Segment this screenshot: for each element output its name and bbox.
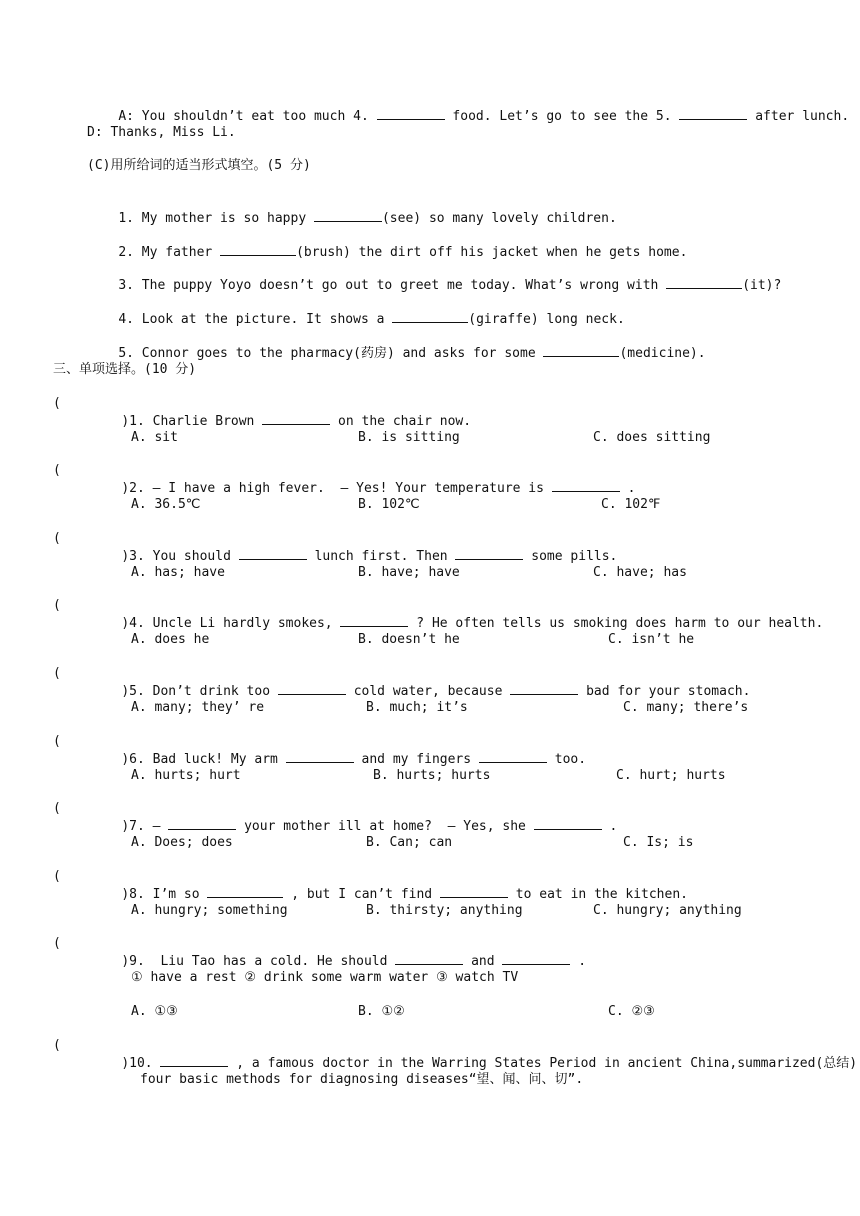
q3-option-b[interactable]: B. have; have [358, 565, 460, 580]
fill-item-2: 2. My father (brush) the dirt off his jacket when he gets home. [118, 245, 688, 260]
q6-blank-2 [479, 750, 547, 763]
answer-paren[interactable]: ( [53, 463, 61, 478]
answer-blank-5[interactable] [679, 107, 747, 120]
question-7: )7. — your mother ill at home? — Yes, she . [121, 819, 618, 834]
question-3: )3. You should lunch first. Then some pills. [121, 549, 618, 564]
answer-paren[interactable]: ( [53, 734, 61, 749]
q6-blank-1 [286, 750, 354, 763]
question-5: )5. Don’t drink too cold water, because bad for your stomach. [121, 684, 751, 699]
answer-paren[interactable]: ( [53, 666, 61, 681]
q8-option-c[interactable]: C. hungry; anything [593, 903, 742, 918]
q2-blank [552, 479, 620, 492]
fill-blank-2[interactable] [220, 243, 296, 256]
q5-option-a[interactable]: A. many; they’ re [131, 700, 265, 715]
fill-blank-3[interactable] [666, 276, 742, 289]
q9-sub-items: ① have a rest ② drink some warm water ③ watch TV [131, 970, 519, 985]
q5-option-c[interactable]: C. many; there’s [623, 700, 749, 715]
fill-item-4: 4. Look at the picture. It shows a (giraffe) long neck. [118, 312, 625, 327]
q1-option-a[interactable]: A. sit [131, 430, 178, 445]
q6-option-b[interactable]: B. hurts; hurts [373, 768, 491, 783]
q1-option-c[interactable]: C. does sitting [593, 430, 711, 445]
q4-option-c[interactable]: C. isn’t he [608, 632, 695, 647]
q4-option-a[interactable]: A. does he [131, 632, 210, 647]
q2-option-a[interactable]: A. 36.5℃ [131, 497, 201, 512]
q9-option-a[interactable]: A. ①③ [131, 1004, 178, 1019]
fill-item-1: 1. My mother is so happy (see) so many lovely children. [118, 211, 617, 226]
section-3-heading: 三、单项选择。(10 分) [53, 362, 197, 377]
q2-option-b[interactable]: B. 102℃ [358, 497, 420, 512]
q3-option-a[interactable]: A. has; have [131, 565, 225, 580]
fill-blank-4[interactable] [392, 310, 468, 323]
q8-option-b[interactable]: B. thirsty; anything [366, 903, 523, 918]
q7-blank-1 [168, 817, 236, 830]
fill-item-3: 3. The puppy Yoyo doesn’t go out to greet me today. What’s wrong with (it)? [118, 278, 782, 293]
question-10: )10. , a famous doctor in the Warring States Period in ancient China,summarized(总结) [121, 1056, 858, 1071]
q6-option-a[interactable]: A. hurts; hurt [131, 768, 241, 783]
question-1: )1. Charlie Brown on the chair now. [121, 414, 472, 429]
dialog-d-line: D: Thanks, Miss Li. [87, 125, 236, 140]
q10-blank [160, 1054, 228, 1067]
q7-blank-2 [534, 817, 602, 830]
dialog-a-line: A: You shouldn’t eat too much 4. food. Let’s go to see the 5. after lunch. [118, 109, 850, 124]
q8-option-a[interactable]: A. hungry; something [131, 903, 288, 918]
question-8: )8. I’m so , but I can’t find to eat in the kitchen. [121, 887, 688, 902]
question-4: )4. Uncle Li hardly smokes, ? He often tells us smoking does harm to our health. [121, 616, 824, 631]
q1-blank [262, 412, 330, 425]
question-9: )9. Liu Tao has a cold. He should and . [121, 954, 587, 969]
answer-paren[interactable]: ( [53, 801, 61, 816]
q8-blank-1 [207, 885, 283, 898]
q6-option-c[interactable]: C. hurt; hurts [616, 768, 726, 783]
fill-blank-5[interactable] [543, 344, 619, 357]
q7-option-a[interactable]: A. Does; does [131, 835, 233, 850]
q8-blank-2 [440, 885, 508, 898]
q9-blank-2 [502, 952, 570, 965]
q4-blank [340, 614, 408, 627]
q5-blank-1 [278, 682, 346, 695]
answer-paren[interactable]: ( [53, 531, 61, 546]
fill-item-5: 5. Connor goes to the pharmacy(药房) and asks for some (medicine). [118, 346, 706, 361]
q7-option-c[interactable]: C. Is; is [623, 835, 694, 850]
q4-option-b[interactable]: B. doesn’t he [358, 632, 460, 647]
q3-option-c[interactable]: C. have; has [593, 565, 687, 580]
answer-paren[interactable]: ( [53, 598, 61, 613]
answer-paren[interactable]: ( [53, 936, 61, 951]
q7-option-b[interactable]: B. Can; can [366, 835, 453, 850]
question-10-continued: four basic methods for diagnosing diseases“望、闻、问、切”. [140, 1072, 584, 1087]
answer-blank-4[interactable] [377, 107, 445, 120]
q3-blank-2 [455, 547, 523, 560]
answer-paren[interactable]: ( [53, 1038, 61, 1053]
question-2: )2. — I have a high fever. — Yes! Your temperature is . [121, 481, 636, 496]
section-c-heading: (C)用所给词的适当形式填空。(5 分) [87, 158, 311, 173]
q5-option-b[interactable]: B. much; it’s [366, 700, 468, 715]
answer-paren[interactable]: ( [53, 869, 61, 884]
q9-blank-1 [395, 952, 463, 965]
q5-blank-2 [510, 682, 578, 695]
fill-blank-1[interactable] [314, 209, 382, 222]
q3-blank-1 [239, 547, 307, 560]
q1-option-b[interactable]: B. is sitting [358, 430, 460, 445]
q9-option-b[interactable]: B. ①② [358, 1004, 405, 1019]
q9-option-c[interactable]: C. ②③ [608, 1004, 655, 1019]
answer-paren[interactable]: ( [53, 396, 61, 411]
question-6: )6. Bad luck! My arm and my fingers too. [121, 752, 587, 767]
q2-option-c[interactable]: C. 102℉ [601, 497, 661, 512]
